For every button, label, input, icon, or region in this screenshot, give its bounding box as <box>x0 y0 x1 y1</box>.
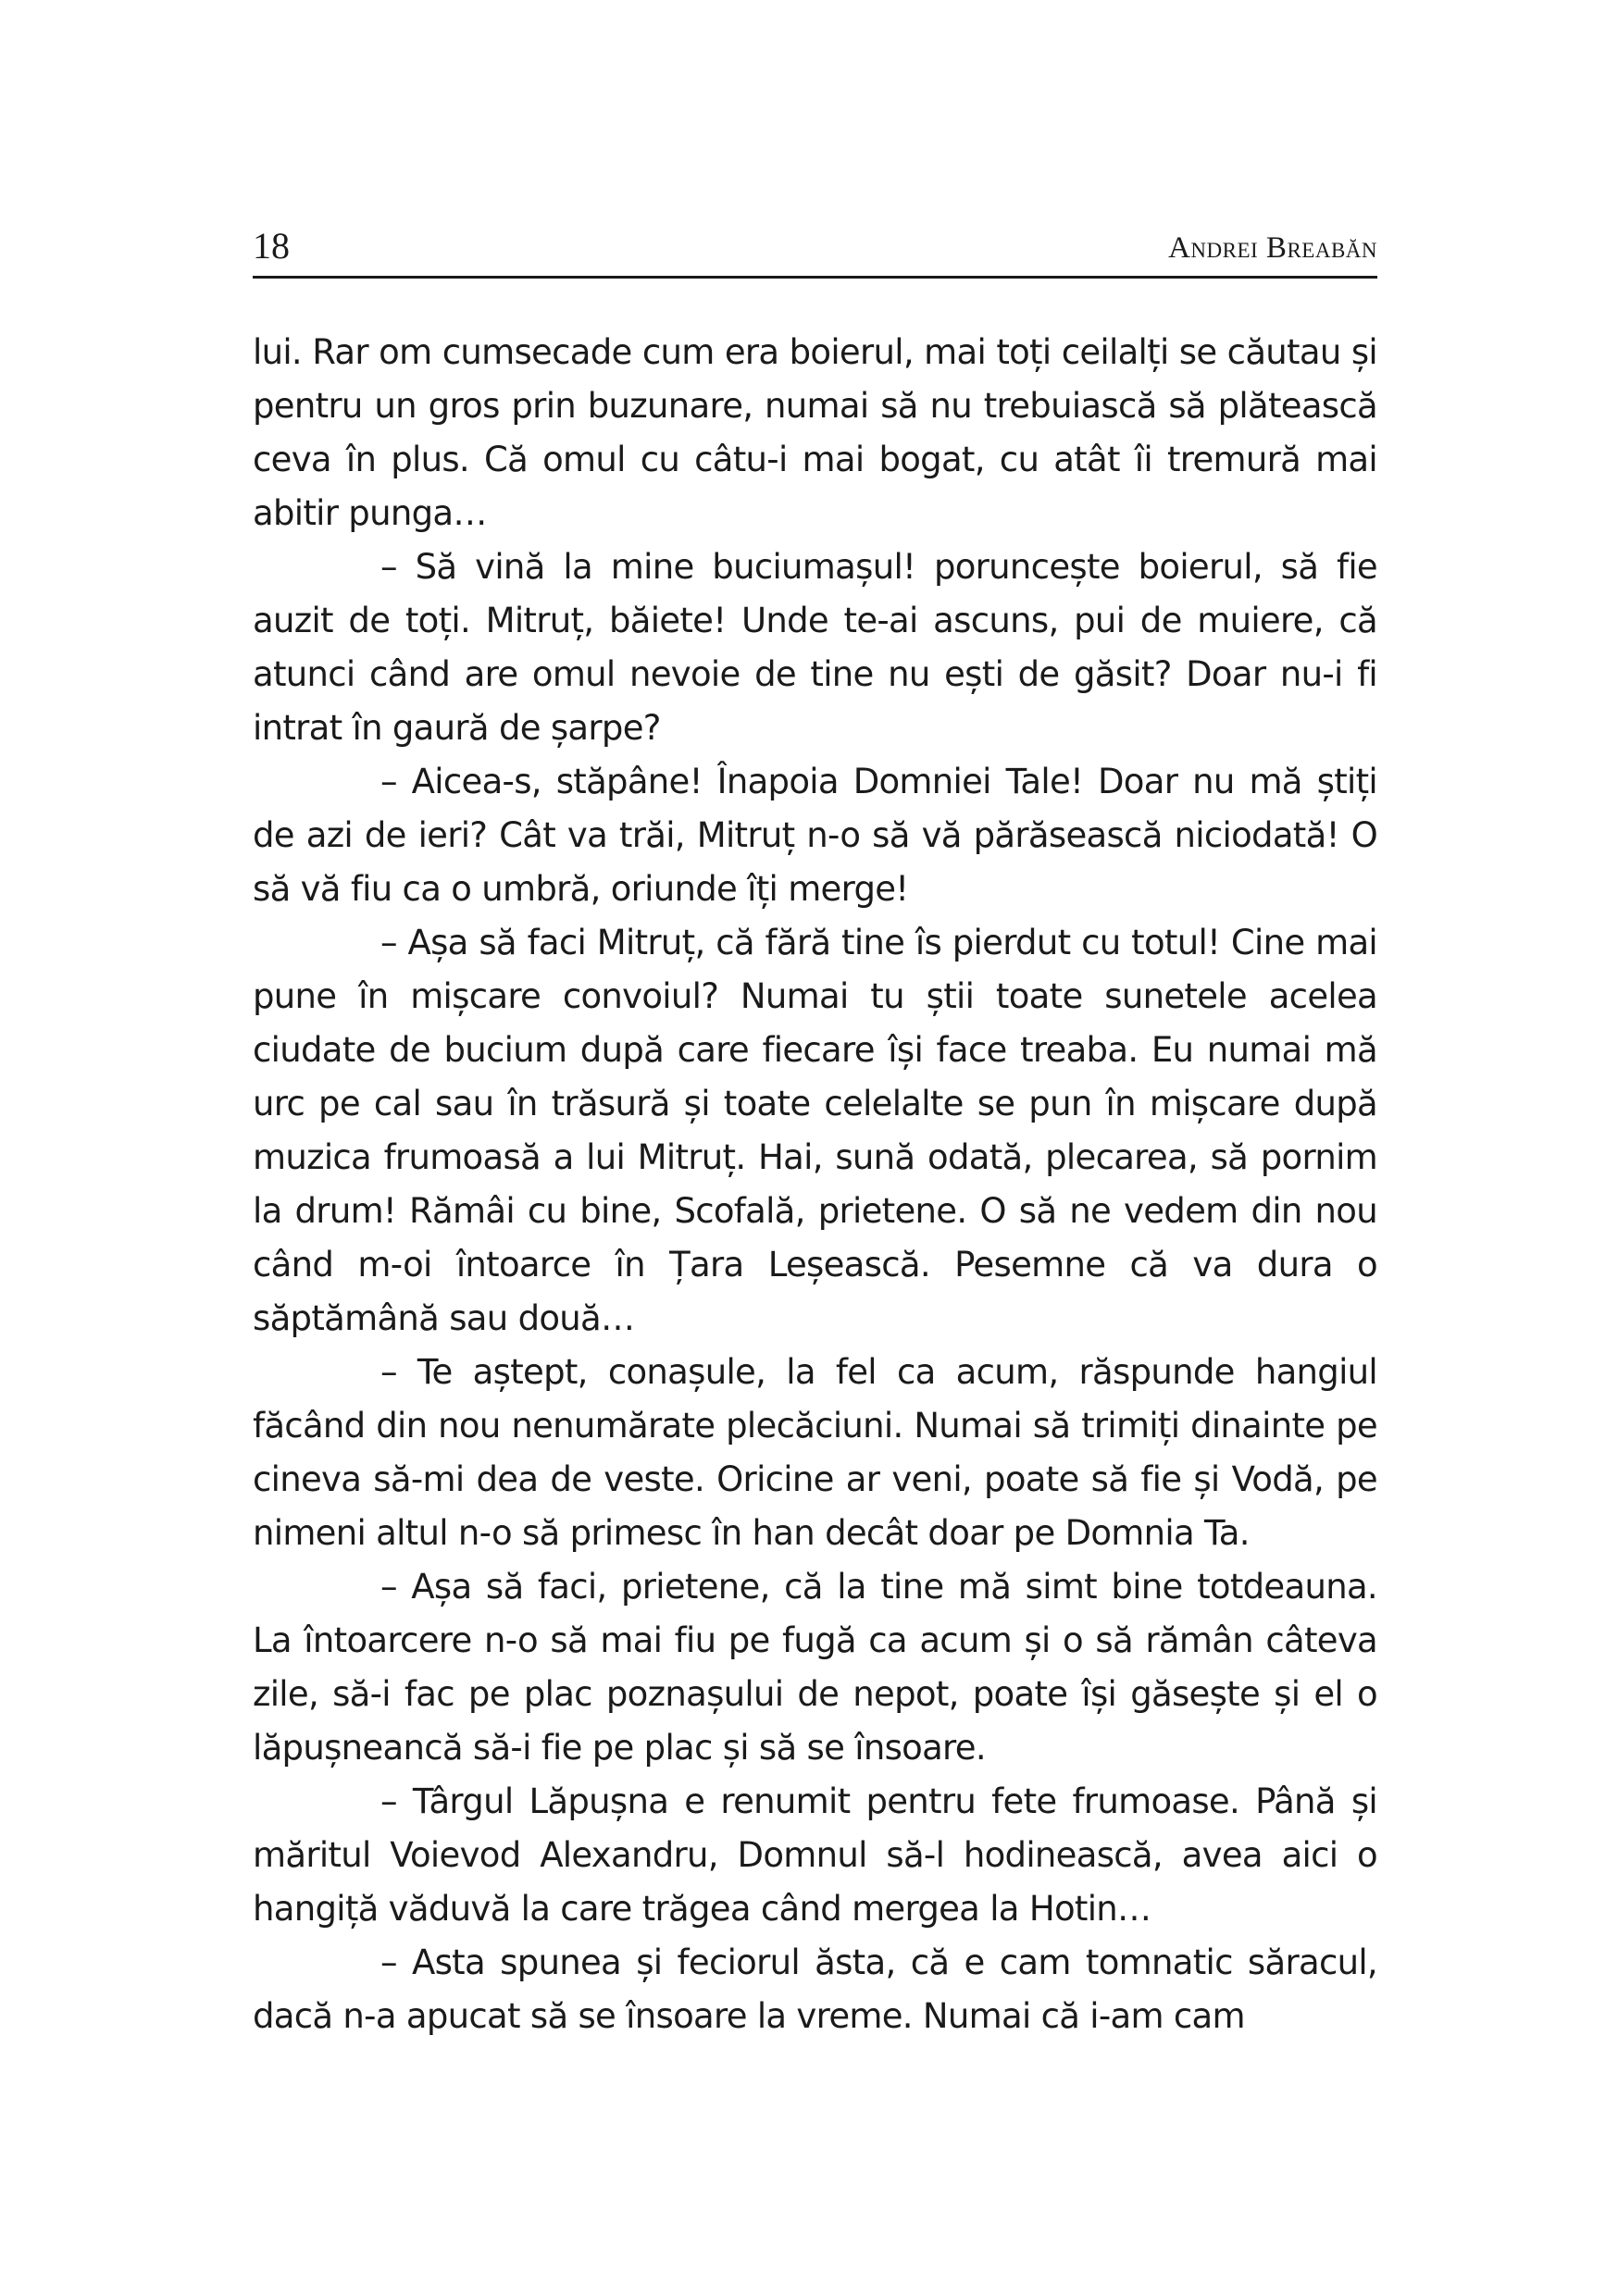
running-head <box>253 218 1377 279</box>
paragraph: – Târgul Lăpușna e renumit pentru fete frumoase. Până și măritul Voievod Alexandru, Domnul să-l hodinească, avea aici o hangiță văduvă la care trăgea când mergea la Hotin… <box>253 1781 1377 1929</box>
paragraph: – Asta spunea și feciorul ăsta, că e cam tomnatic săracul, dacă n-a apucat să se însoare la vreme. Numai că i-am cam <box>253 1942 1377 2036</box>
paragraph: – Așa să faci Mitruț, că fără tine îs pierdut cu totul! Cine mai pune în mișcare convoiul? Numai tu știi toate sunetele acelea ciudate de bucium după care fiecare își face treaba. Eu numai mă urc pe cal sau în trăsură și toate celelalte se pun în mișcare după muzica frumoasă a lui Mitruț. Hai, sună odată, plecarea, să pornim la drum! Rămâi cu bine, Scofală, prietene. O să ne vedem din nou când m-oi întoarce în Țara Leșească. Pesemne că va dura o săptămână sau două… <box>253 923 1377 1338</box>
paragraph: – Să vină la mine buciumașul! poruncește boierul, să fie auzit de toți. Mitruț, băiete! Unde te-ai ascuns, pui de muiere, că atunci când are omul nevoie de tine nu ești de găsit? Doar nu-i fi intrat în gaură de șarpe? <box>253 547 1377 748</box>
paragraph: – Te aștept, conașule, la fel ca acum, răspunde hangiul făcând din nou nenumărate plecăciuni. Numai să trimiți dinainte pe cineva să-mi dea de veste. Oricine ar veni, poate să fie și Vodă, pe nimeni altul n-o să primesc în han decât doar pe Domnia Ta. <box>253 1352 1377 1553</box>
paragraph: lui. Rar om cumsecade cum era boierul, mai toți ceilalți se căutau și pentru un gros prin buzunare, numai să nu trebuiască să plătească ceva în plus. Că omul cu câtu-i mai bogat, cu atât îi tremură mai abitir punga… <box>253 332 1377 533</box>
paragraph: – Aicea-s, stăpâne! Înapoia Domniei Tale! Doar nu mă știți de azi de ieri? Cât va trăi, Mitruț n-o să vă părăsească niciodată! O să vă fiu ca o umbră, oriunde îți merge! <box>253 762 1377 909</box>
page-number: 18 <box>253 225 290 267</box>
author-name: Andrei Breabăn <box>1168 231 1377 265</box>
body-text <box>253 326 1377 2043</box>
paragraph: – Așa să faci, prietene, că la tine mă simt bine totdeauna. La întoarcere n-o să mai fiu pe fugă ca acum și o să rămân câteva zile, să-i fac pe plac poznașului de nepot, poate își găsește și el o lăpușneancă să-i fie pe plac și să se însoare. <box>253 1567 1377 1768</box>
